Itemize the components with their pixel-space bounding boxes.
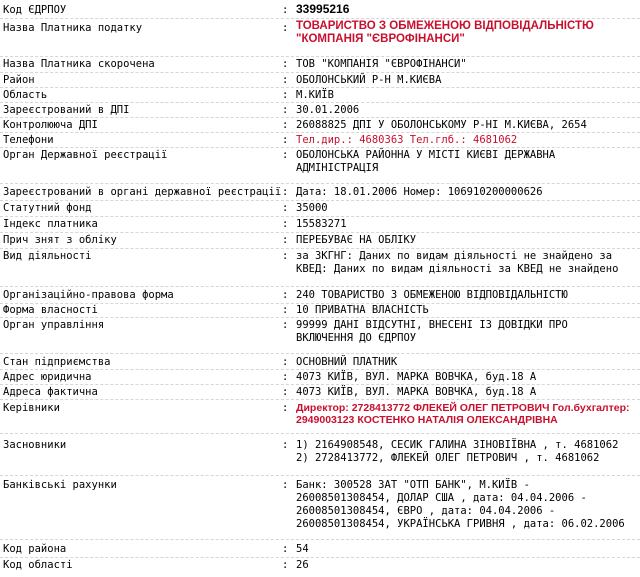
field-colon: : (282, 218, 289, 230)
field-label: Орган управління (3, 319, 105, 331)
field-colon: : (282, 386, 289, 398)
field-label: Зареєстрований в ДПІ (3, 104, 130, 116)
row-actual-address (0, 384, 640, 399)
field-label: Прич знят з обліку (3, 234, 117, 246)
field-label: Телефони (3, 134, 54, 146)
field-label: Засновники (3, 439, 67, 451)
field-label: Статутний фонд (3, 202, 92, 214)
management-body-value (296, 319, 636, 345)
activity-type-value (296, 250, 636, 276)
field-colon: : (282, 543, 289, 555)
field-label: Адреса фактична (3, 386, 98, 398)
row-dpi-registration (0, 102, 640, 117)
founders-value (296, 439, 636, 465)
field-label: Код області (3, 559, 73, 571)
field-colon: : (282, 74, 289, 86)
bank-accounts-value (296, 479, 636, 531)
row-district (0, 72, 640, 87)
value-line: Банк: 300528 ЗАТ "ОТП БАНК", М.КИЇВ - (296, 479, 530, 491)
field-colon: : (282, 58, 289, 70)
row-taxpayer-name (0, 18, 640, 56)
field-colon: : (282, 4, 289, 16)
field-label: Вид діяльності (3, 250, 92, 262)
row-state-registration (0, 183, 640, 200)
field-label: Орган Державної реєстрації (3, 149, 168, 161)
field-label: Код района (3, 543, 67, 555)
registration-authority-value (296, 149, 636, 175)
row-deregistration-reason (0, 232, 640, 248)
phones-value: Тел.дир.: 4680363 Тел.глб.: 4681062 (296, 134, 518, 146)
district-code-value: 54 (296, 543, 309, 555)
row-bank-accounts (0, 475, 640, 539)
value-line: Директор: 2728413772 ФЛЕКЕЙ ОЛЕГ ПЕТРОВИЧ Гол.бухгалтер: (296, 402, 630, 414)
region-code-value: 26 (296, 559, 309, 571)
field-label: Район (3, 74, 35, 86)
value-line: 26008501308454, ДОЛАР США , дата: 04.04.2006 - (296, 492, 587, 504)
value-line: 99999 ДАНІ ВІДСУТНІ, ВНЕСЕНІ ІЗ ДОВІДКИ ПРО (296, 319, 568, 331)
value-line: 26008501308454, ЄВРО , дата: 04.04.2006 - (296, 505, 556, 517)
payer-index-value: 15583271 (296, 218, 347, 230)
field-colon: : (282, 186, 289, 198)
legal-form-value: 240 ТОВАРИСТВО З ОБМЕЖЕНОЮ ВІДПОВІДАЛЬНІСТЮ (296, 289, 568, 301)
row-managers (0, 399, 640, 433)
field-label: Назва Платника скорочена (3, 58, 155, 70)
row-founders (0, 433, 640, 475)
ownership-form-value: 10 ПРИВАТНА ВЛАСНІСТЬ (296, 304, 429, 316)
enterprise-status-value: ОСНОВНИЙ ПЛАТНИК (296, 356, 398, 368)
value-line: КВЕД: Даних по видам діяльності за КВЕД не знайдено (296, 263, 619, 275)
field-colon: : (282, 104, 289, 116)
managers-value (296, 402, 636, 426)
value-line: за ЗКГНГ: Даних по видам діяльності не знайдено за (296, 250, 613, 262)
field-colon: : (282, 22, 289, 34)
field-colon: : (282, 202, 289, 214)
field-label: Код ЄДРПОУ (3, 4, 67, 16)
field-colon: : (282, 439, 289, 451)
field-colon: : (282, 134, 289, 146)
value-line: ВКЛЮЧЕННЯ ДО ЄДРПОУ (296, 332, 417, 344)
row-payer-index (0, 216, 640, 232)
field-label: Форма власності (3, 304, 98, 316)
field-colon: : (282, 304, 289, 316)
value-line: 1) 2164908548, СЕСИК ГАЛИНА ЗІНОВІЇВНА , т. 4681062 (296, 439, 619, 451)
row-district-code (0, 539, 640, 557)
value-line: 2) 2728413772, ФЛЕКЕЙ ОЛЕГ ПЕТРОВИЧ , т. 4681062 (296, 452, 600, 464)
value-line: 2949003123 КОСТЕНКО НАТАЛІЯ ОЛЕКСАНДРІВНА (296, 414, 558, 426)
controlling-dpi-value: 26088825 ДПІ У ОБОЛОНСЬКОМУ Р-НІ М.КИЄВА, 2654 (296, 119, 587, 131)
field-colon: : (282, 319, 289, 331)
value-line: 26008501308454, УКРАЇНСЬКА ГРИВНЯ , дата: 06.02.2006 (296, 518, 625, 530)
state-registration-value: Дата: 18.01.2006 Номер: 106910200000626 (296, 186, 543, 198)
taxpayer-name-value: ТОВАРИСТВО З ОБМЕЖЕНОЮ ВІДПОВІДАЛЬНІСТЮ "КОМПАНІЯ "ЄВРОФІНАНСИ" (296, 20, 594, 45)
field-colon: : (282, 89, 289, 101)
value-line: ОБОЛОНСЬКА РАЙОННА У МІСТІ КИЄВІ ДЕРЖАВНА (296, 149, 556, 161)
field-colon: : (282, 559, 289, 571)
field-colon: : (282, 119, 289, 131)
row-edrpou-code (0, 0, 640, 18)
region-value: М.КИЇВ (296, 89, 334, 101)
field-colon: : (282, 356, 289, 368)
edrpou-code-value: 33995216 (296, 2, 350, 16)
row-management-body (0, 317, 640, 353)
field-label: Контролююча ДПІ (3, 119, 98, 131)
field-colon: : (282, 402, 289, 414)
short-name-value: ТОВ "КОМПАНІЯ "ЄВРОФІНАНСИ" (296, 58, 467, 70)
dpi-registration-value: 30.01.2006 (296, 104, 360, 116)
actual-address-value: 4073 КИЇВ, ВУЛ. МАРКА ВОВЧКА, буд.18 А (296, 386, 537, 398)
row-short-name (0, 56, 640, 72)
field-colon: : (282, 289, 289, 301)
charter-fund-value: 35000 (296, 202, 328, 214)
field-label: Керівники (3, 402, 60, 414)
field-label: Організаційно-правова форма (3, 289, 174, 301)
field-colon: : (282, 234, 289, 246)
row-region-code (0, 557, 640, 575)
field-label: Індекс платника (3, 218, 98, 230)
value-line: АДМІНІСТРАЦІЯ (296, 162, 379, 174)
field-colon: : (282, 371, 289, 383)
field-label: Адрес юридична (3, 371, 92, 383)
field-label: Область (3, 89, 48, 101)
row-controlling-dpi (0, 117, 640, 132)
field-colon: : (282, 479, 289, 491)
district-value: ОБОЛОНСЬКИЙ Р-Н М.КИЄВА (296, 74, 442, 86)
row-ownership-form (0, 303, 640, 317)
deregistration-reason-value: ПЕРЕБУВАЄ НА ОБЛІКУ (296, 234, 417, 246)
row-legal-address (0, 369, 640, 384)
field-colon: : (282, 149, 289, 161)
legal-address-value: 4073 КИЇВ, ВУЛ. МАРКА ВОВЧКА, буд.18 А (296, 371, 537, 383)
row-region (0, 87, 640, 102)
row-registration-authority (0, 147, 640, 183)
row-phones (0, 132, 640, 147)
field-label: Банківські рахунки (3, 479, 117, 491)
row-charter-fund (0, 200, 640, 216)
row-enterprise-status (0, 353, 640, 369)
field-label: Стан підприємства (3, 356, 111, 368)
row-activity-type (0, 248, 640, 286)
field-label: Назва Платника податку (3, 22, 143, 34)
row-legal-form (0, 286, 640, 303)
field-label: Зареєстрований в органі державної реєстрації (3, 186, 282, 198)
field-colon: : (282, 250, 289, 262)
